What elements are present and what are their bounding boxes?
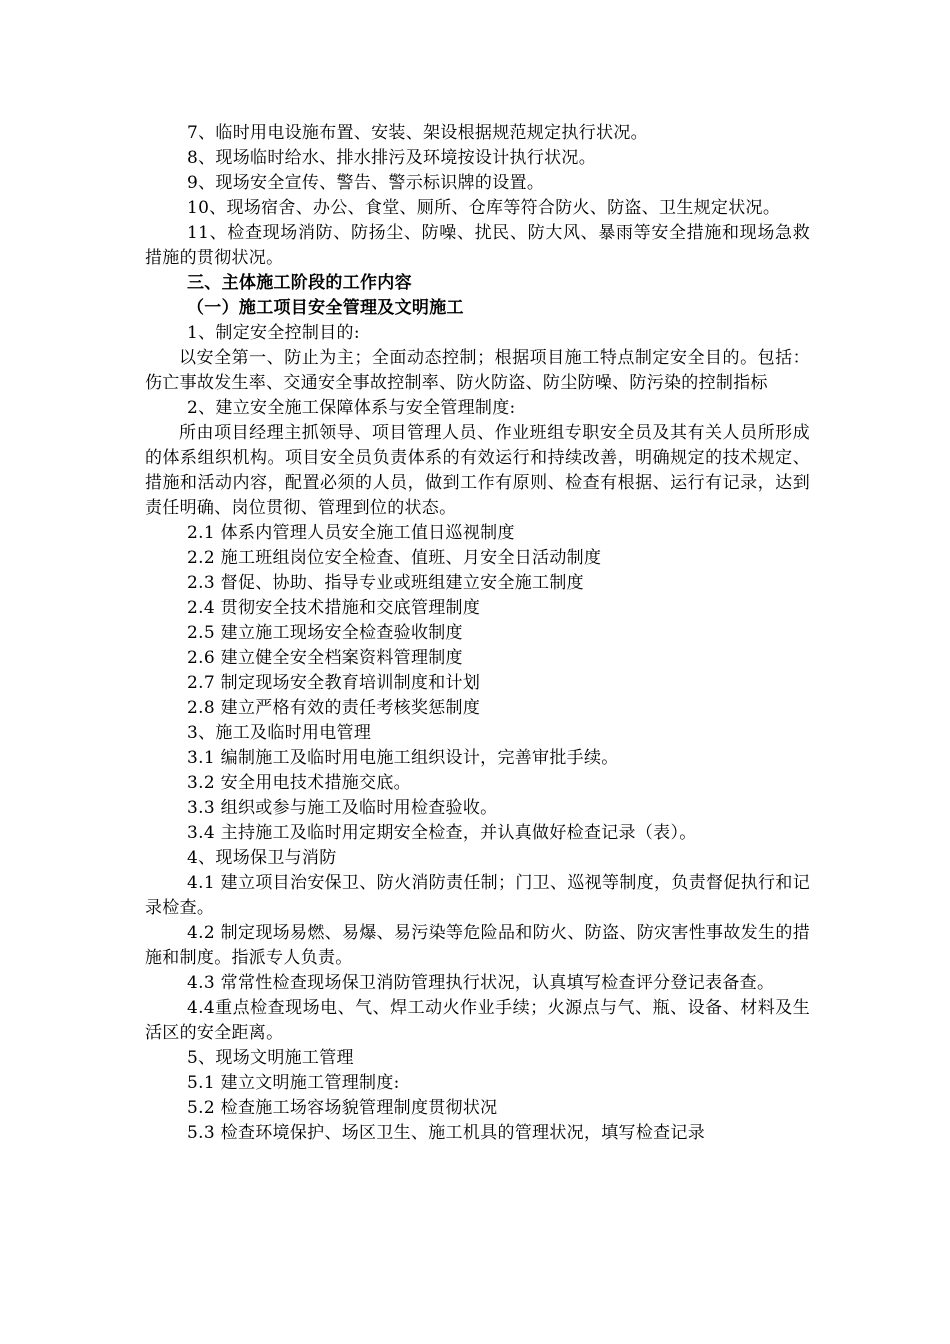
- item-2-body: 所由项目经理主抓领导、项目管理人员、作业班组专职安全员及其有关人员所形成的体系组织机构。项目安全员负责体系的有效运行和持续改善，明确规定的技术规定、措施和活动内容，配置必须的人员，做到工作有原则、检查有根据、运行有记录，达到责任明确、岗位贯彻、管理到位的状态。: [145, 423, 810, 518]
- item-4-2: 4.2 制定现场易燃、易爆、易污染等危险品和防火、防盗、防灾害性事故发生的措施和制度。指派专人负责。: [145, 923, 810, 968]
- item-2-8: 2.8 建立严格有效的责任考核奖惩制度: [187, 698, 481, 718]
- paragraph-item-7: 7、临时用电设施布置、安装、架设根据规范规定执行状况。: [187, 123, 648, 143]
- item-2-5: 2.5 建立施工现场安全检查验收制度: [187, 623, 463, 643]
- item-1-body: 以安全第一、防止为主；全面动态控制；根据项目施工特点制定安全目的。包括：伤亡事故发生率、交通安全事故控制率、防火防盗、防尘防噪、防污染的控制指标: [145, 348, 810, 393]
- paragraph-item-9: 9、现场安全宣传、警告、警示标识牌的设置。: [187, 173, 545, 193]
- item-4-1: 4.1 建立项目治安保卫、防火消防责任制；门卫、巡视等制度，负责督促执行和记录检查。: [145, 873, 810, 918]
- paragraph-item-11: 11、检查现场消防、防扬尘、防噪、扰民、防大风、暴雨等安全措施和现场急救措施的贯彻状况。: [145, 223, 810, 268]
- item-3-4: 3.4 主持施工及临时用定期安全检查，并认真做好检查记录（表）。: [187, 823, 697, 843]
- item-3-1: 3.1 编制施工及临时用电施工组织设计，完善审批手续。: [187, 748, 619, 768]
- item-4-title: 4、现场保卫与消防: [187, 848, 337, 868]
- item-5-1: 5.1 建立文明施工管理制度:: [187, 1073, 400, 1093]
- item-4-4: 4.4重点检查现场电、气、焊工动火作业手续；火源点与气、瓶、设备、材料及生活区的安全距离。: [145, 998, 810, 1043]
- item-2-2: 2.2 施工班组岗位安全检查、值班、月安全日活动制度: [187, 548, 602, 568]
- item-3-2: 3.2 安全用电技术措施交底。: [187, 773, 411, 793]
- item-3-3: 3.3 组织或参与施工及临时用检查验收。: [187, 798, 498, 818]
- item-5-3: 5.3 检查环境保护、场区卫生、施工机具的管理状况，填写检查记录: [187, 1123, 706, 1143]
- item-2-4: 2.4 贯彻安全技术措施和交底管理制度: [187, 598, 481, 618]
- item-2-title: 2、建立安全施工保障体系与安全管理制度:: [187, 398, 516, 418]
- item-2-7: 2.7 制定现场安全教育培训制度和计划: [187, 673, 481, 693]
- subsection-heading: （一）施工项目安全管理及文明施工: [187, 298, 464, 318]
- item-4-3: 4.3 常常性检查现场保卫消防管理执行状况，认真填写检查评分登记表备查。: [187, 973, 775, 993]
- item-1-title: 1、制定安全控制目的:: [187, 323, 360, 343]
- paragraph-item-8: 8、现场临时给水、排水排污及环境按设计执行状况。: [187, 148, 597, 168]
- paragraph-item-10: 10、现场宿舍、办公、食堂、厕所、仓库等符合防火、防盗、卫生规定状况。: [187, 198, 781, 218]
- document-body: [145, 121, 810, 1146]
- section-heading: 三、主体施工阶段的工作内容: [187, 273, 412, 293]
- item-2-3: 2.3 督促、协助、指导专业或班组建立安全施工制度: [187, 573, 584, 593]
- item-3-title: 3、施工及临时用电管理: [187, 723, 372, 743]
- item-2-6: 2.6 建立健全安全档案资料管理制度: [187, 648, 463, 668]
- item-5-title: 5、现场文明施工管理: [187, 1048, 354, 1068]
- item-2-1: 2.1 体系内管理人员安全施工值日巡视制度: [187, 523, 515, 543]
- item-5-2: 5.2 检查施工场容场貌管理制度贯彻状况: [187, 1098, 498, 1118]
